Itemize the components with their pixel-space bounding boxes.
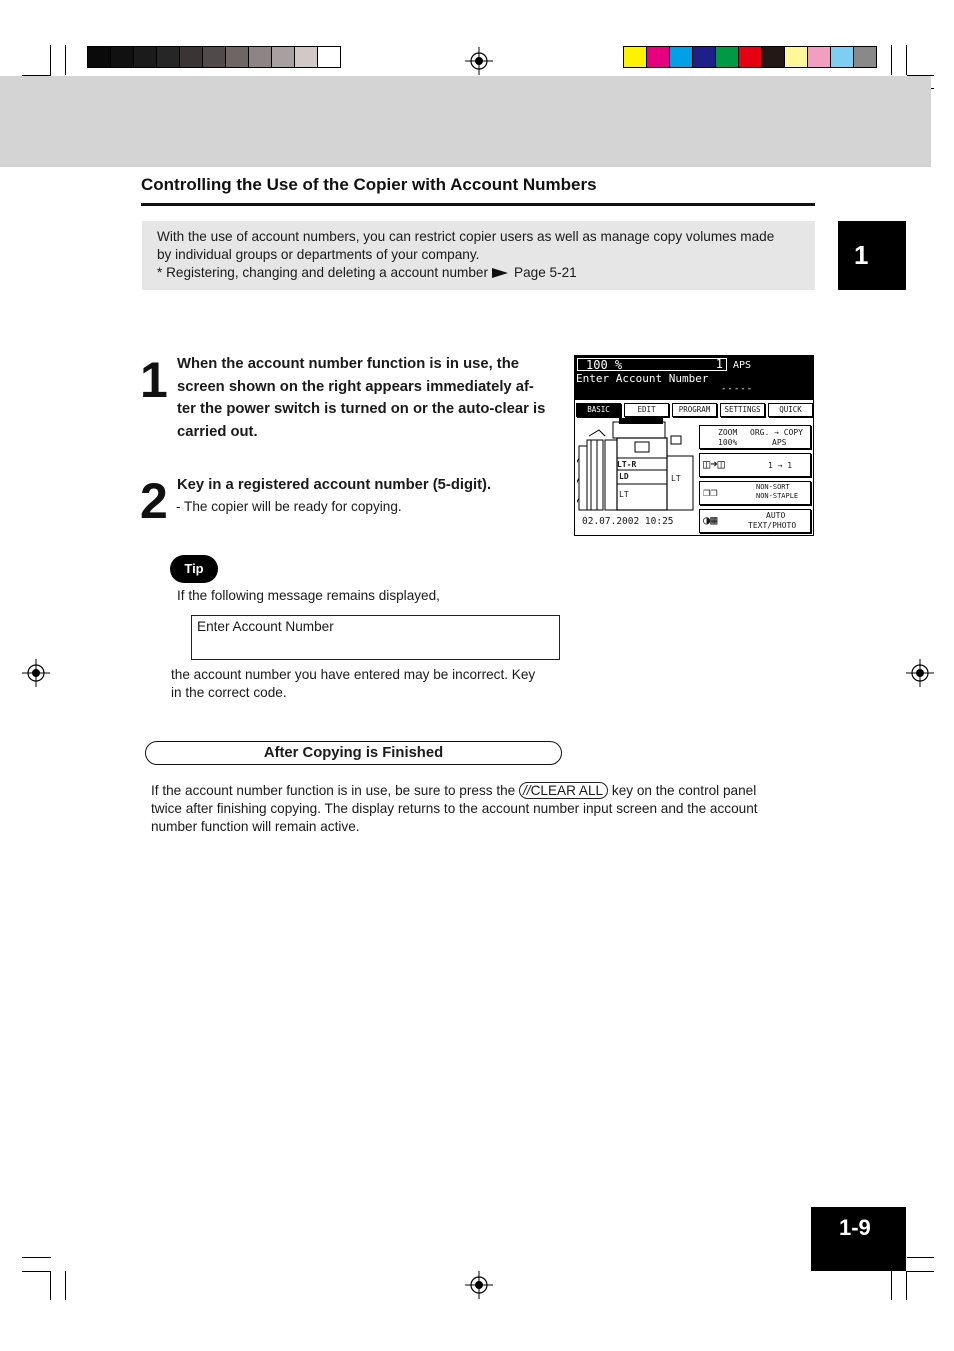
color-swatch xyxy=(739,47,762,67)
page-number-tab xyxy=(811,1207,906,1271)
gray-swatch xyxy=(295,47,318,67)
color-swatch xyxy=(624,47,647,67)
gray-swatch xyxy=(88,47,111,67)
gray-swatch xyxy=(157,47,180,67)
color-swatch xyxy=(808,47,831,67)
page-number: 1-9 xyxy=(839,1215,871,1240)
gray-swatch xyxy=(249,47,272,67)
after-copying-text xyxy=(151,782,813,836)
lcd-duplex-button[interactable] xyxy=(699,453,811,477)
sort-icon: ❐❐ xyxy=(703,485,718,499)
after-copying-line: twice after finishing copying. The display returns to the account number input screen and the account xyxy=(151,801,758,816)
lcd-datetime: 02.07.2002 10:25 xyxy=(582,516,674,527)
after-copying-line: number function will remain active. xyxy=(151,819,360,834)
color-swatch xyxy=(831,47,854,67)
header-band xyxy=(0,76,931,167)
registration-mark-icon xyxy=(22,659,50,687)
lcd-drawer-3: LT xyxy=(619,490,629,499)
after-copying-heading xyxy=(145,741,562,765)
lcd-message: Enter Account Number xyxy=(576,372,709,385)
clear-all-key xyxy=(519,782,608,799)
lcd-zoom-display: 100 % xyxy=(577,358,727,371)
exposure-icon: ◑▦ xyxy=(703,513,718,527)
registration-mark-icon xyxy=(465,1271,493,1299)
lcd-zoom-value: 100% xyxy=(718,438,738,447)
lcd-tab-basic[interactable]: BASIC xyxy=(576,403,621,417)
registration-mark-icon xyxy=(465,47,493,75)
tip-badge: Tip xyxy=(170,555,218,583)
tip-message: Enter Account Number xyxy=(197,619,334,634)
intro-line: With the use of account numbers, you can restrict copier users as well as manage copy volumes made xyxy=(157,229,775,244)
gray-swatch xyxy=(134,47,157,67)
color-swatch xyxy=(670,47,693,67)
duplex-icon: ◫➜◫ xyxy=(703,457,725,471)
reference-text: * Registering, changing and deleting a account number xyxy=(157,265,489,280)
color-swatch xyxy=(762,47,785,67)
lcd-drawer-1: LT-R xyxy=(617,460,637,469)
lcd-drawer-2: LD xyxy=(619,472,629,481)
lcd-zoom-label: ZOOM xyxy=(718,428,738,437)
lcd-image-mode-button[interactable] xyxy=(699,509,811,533)
tip-line: the account number you have entered may be incorrect. Key xyxy=(171,667,536,682)
lcd-org-copy-aps: APS xyxy=(772,438,787,447)
arrow-pointer-icon xyxy=(492,268,508,278)
lcd-duplex-value: 1 → 1 xyxy=(768,461,793,470)
tip-line: in the correct code. xyxy=(171,685,287,700)
gray-calibration-bar xyxy=(87,46,341,68)
title-underline xyxy=(141,203,815,206)
copier-lcd-screen xyxy=(574,355,814,536)
tip-intro: If the following message remains displayed, xyxy=(177,588,440,603)
after-copying-line-end: key on the control panel xyxy=(611,783,757,798)
lcd-org-copy: ORG. → COPY xyxy=(750,428,803,437)
step-line: carried out. xyxy=(177,423,258,440)
lcd-zoom-button[interactable] xyxy=(699,425,811,449)
step-line: ter the power switch is turned on or the auto-clear is xyxy=(177,401,546,417)
clear-all-key-label: CLEAR ALL xyxy=(530,783,604,798)
lcd-finishing-button[interactable] xyxy=(699,481,811,505)
after-copying-line-start: If the account number function is in use, be sure to press the xyxy=(151,783,516,798)
copier-machine-icon xyxy=(577,418,697,513)
gray-swatch xyxy=(226,47,249,67)
intro-box xyxy=(142,221,815,290)
chapter-number: 1 xyxy=(854,240,869,270)
step-number: 1 xyxy=(140,352,168,408)
step-2-note: - The copier will be ready for copying. xyxy=(176,499,402,514)
color-swatch xyxy=(693,47,716,67)
gray-swatch xyxy=(180,47,203,67)
lcd-aps: APS xyxy=(733,360,752,371)
lcd-bypass-tray: LT xyxy=(671,474,681,483)
tip-explanation xyxy=(171,666,535,702)
gray-swatch xyxy=(203,47,226,67)
tip-message-box xyxy=(191,615,560,660)
step-number: 2 xyxy=(140,473,168,529)
lcd-quantity: 1 xyxy=(715,357,723,371)
color-swatch xyxy=(854,47,876,67)
intro-line: by individual groups or departments of your company. xyxy=(157,247,480,262)
lcd-account-entry: ----- xyxy=(721,384,754,394)
lcd-tab-edit[interactable]: EDIT xyxy=(624,403,669,417)
lcd-tab-program[interactable]: PROGRAM xyxy=(672,403,717,417)
lcd-finishing-sort: NON-SORT xyxy=(756,483,790,491)
chapter-tab xyxy=(838,221,906,290)
section-title: Controlling the Use of the Copier with Account Numbers xyxy=(141,175,597,194)
color-swatch xyxy=(716,47,739,67)
step-line: When the account number function is in use, the xyxy=(177,356,519,372)
color-calibration-bar xyxy=(623,46,877,68)
color-swatch xyxy=(785,47,808,67)
lcd-mode-auto: AUTO xyxy=(766,511,786,520)
clear-all-icon: // xyxy=(523,783,531,798)
gray-swatch xyxy=(318,47,340,67)
gray-swatch xyxy=(272,47,295,67)
step-2-text: Key in a registered account number (5-digit). xyxy=(177,477,492,493)
lcd-tab-bar xyxy=(576,403,813,417)
step-1-text xyxy=(177,353,560,443)
reference-page-link[interactable]: Page 5-21 xyxy=(514,265,577,280)
step-line: screen shown on the right appears immediately af- xyxy=(177,378,534,395)
intro-reference xyxy=(157,264,577,282)
lcd-tab-settings[interactable]: SETTINGS xyxy=(720,403,765,417)
lcd-tab-quick[interactable]: QUICK xyxy=(768,403,813,417)
registration-mark-icon xyxy=(906,659,934,687)
lcd-status-area xyxy=(575,356,813,400)
lcd-mode-text-photo: TEXT/PHOTO xyxy=(748,521,797,530)
after-copying-title: After Copying is Finished xyxy=(263,745,444,761)
lcd-finishing-staple: NON-STAPLE xyxy=(756,492,799,500)
color-swatch xyxy=(647,47,670,67)
gray-swatch xyxy=(111,47,134,67)
after-copying-line xyxy=(151,782,813,800)
